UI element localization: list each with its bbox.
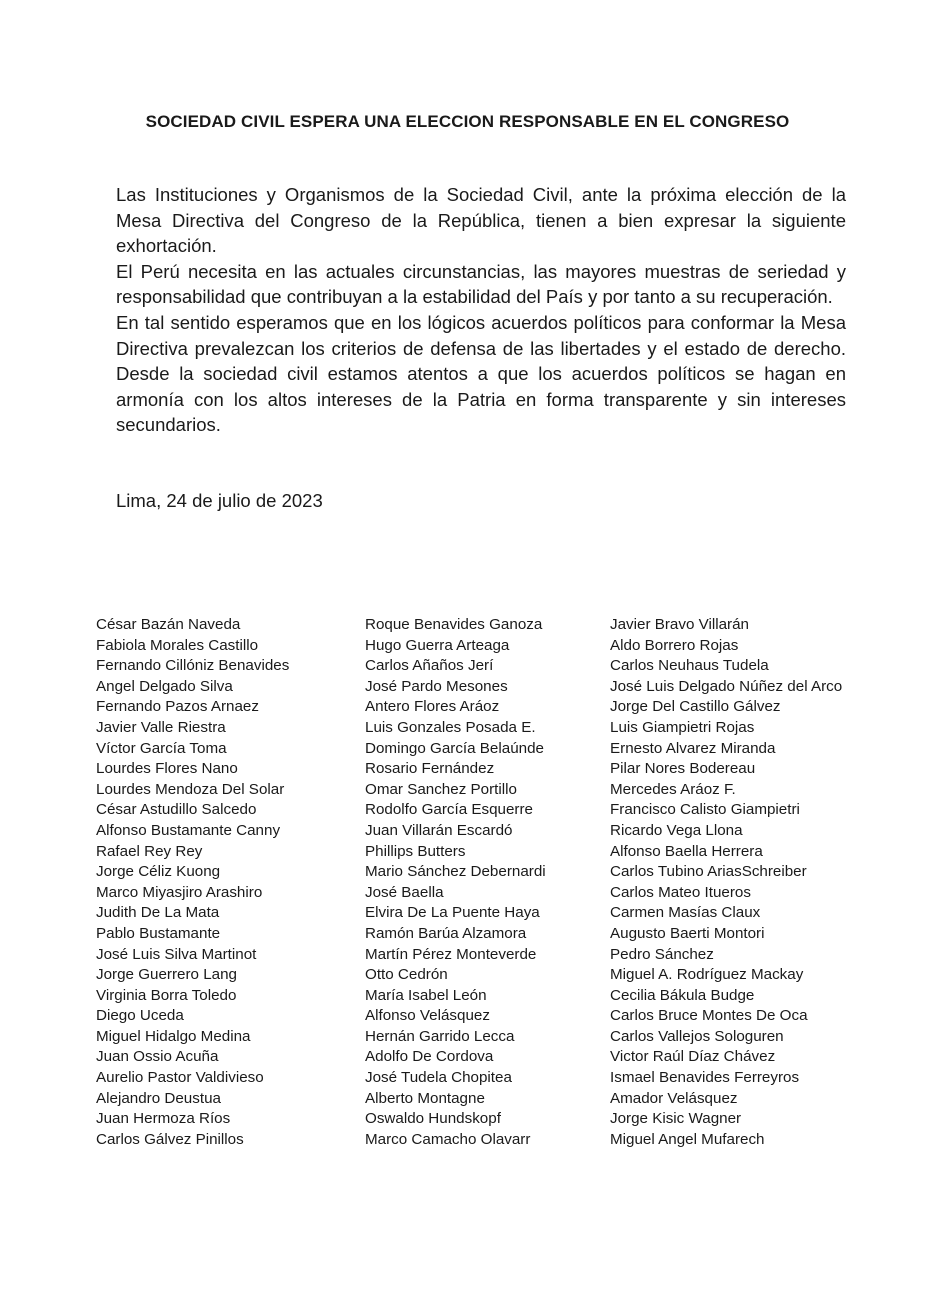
signatories-list <box>0 615 935 1155</box>
signatory-name: Phillips Butters <box>365 842 466 860</box>
signatory-name: Oswaldo Hundskopf <box>365 1110 501 1128</box>
signatory-name: César Bazán Naveda <box>96 616 241 633</box>
signatory-name: Alejandro Deustua <box>96 1089 221 1107</box>
signatory-name: Ricardo Vega Llona <box>610 821 743 839</box>
signatory-name: Carlos Bruce Montes De Oca <box>610 1007 808 1025</box>
signatory-name: Carlos Añaños Jerí <box>365 657 494 675</box>
signatory-name: Juan Hermoza Ríos <box>96 1110 231 1128</box>
signatory-name: Carlos Neuhaus Tudela <box>610 657 769 675</box>
signatory-name: Marco Camacho Olavarr <box>365 1130 531 1148</box>
signatory-name: José Baella <box>365 883 444 901</box>
signatory-name: Aurelio Pastor Valdivieso <box>96 1069 264 1087</box>
signatory-name: Omar Sanchez Portillo <box>365 780 517 798</box>
place-date: Lima, 24 de julio de 2023 <box>116 490 323 511</box>
signatory-name: Aldo Borrero Rojas <box>610 636 739 654</box>
signatory-name: María Isabel León <box>365 986 487 1004</box>
document-body <box>116 182 846 438</box>
signatory-name: Mercedes Aráoz F. <box>610 780 736 798</box>
signatory-name: Marco Miyasjiro Arashiro <box>96 883 263 901</box>
signatory-name: Pedro Sánchez <box>610 945 714 963</box>
signatory-name: José Luis Silva Martinot <box>96 945 257 963</box>
signatory-name: Judith De La Mata <box>96 904 220 922</box>
signatory-name: Martín Pérez Monteverde <box>365 945 537 963</box>
signatory-name: Roque Benavides Ganoza <box>365 616 543 633</box>
signatory-name: Mario Sánchez Debernardi <box>365 863 546 881</box>
signatory-name: Ramón Barúa Alzamora <box>365 924 527 942</box>
signatory-name: Angel Delgado Silva <box>96 677 233 695</box>
signatory-name: Ernesto Alvarez Miranda <box>610 739 776 757</box>
signatory-name: Jorge Kisic Wagner <box>610 1110 742 1128</box>
signatory-name: Cecilia Bákula Budge <box>610 986 755 1004</box>
signatory-name: Victor Raúl Díaz Chávez <box>610 1048 776 1066</box>
signatory-name: Carlos Mateo Itueros <box>610 883 751 901</box>
signatory-name: José Luis Delgado Núñez del Arco <box>610 677 843 695</box>
signatory-name: Carlos Gálvez Pinillos <box>96 1130 244 1148</box>
signatory-name: Fernando Cillóniz Benavides <box>96 657 290 675</box>
signatory-name: Alfonso Velásquez <box>365 1007 490 1025</box>
signatory-name: Miguel A. Rodríguez Mackay <box>610 966 804 984</box>
signatory-name: Hernán Garrido Lecca <box>365 1027 515 1045</box>
signatory-name: Javier Bravo Villarán <box>610 616 750 633</box>
signatory-name: Adolfo De Cordova <box>365 1048 494 1066</box>
signatory-name: Luis Gonzales Posada E. <box>365 718 536 736</box>
signatories-column-1 <box>96 615 289 1150</box>
signatory-name: Carmen Masías Claux <box>610 904 761 922</box>
signatory-name: Luis Giampietri Rojas <box>610 718 755 736</box>
signatory-name: Fernando Pazos Arnaez <box>96 698 259 716</box>
signatory-name: Carlos Vallejos Sologuren <box>610 1027 784 1045</box>
signatory-name: Ismael Benavides Ferreyros <box>610 1069 800 1087</box>
signatory-name: Antero Flores Aráoz <box>365 698 500 716</box>
signatory-name: Amador Velásquez <box>610 1089 738 1107</box>
signatory-name: Javier Valle Riestra <box>96 718 226 736</box>
signatory-name: Virginia Borra Toledo <box>96 986 237 1004</box>
signatory-name: Pilar Nores Bodereau <box>610 760 756 778</box>
signatory-name: Jorge Céliz Kuong <box>96 863 221 881</box>
signatory-name: Juan Ossio Acuña <box>96 1048 219 1066</box>
signatories-column-3 <box>610 615 842 1150</box>
signatory-name: Elvira De La Puente Haya <box>365 904 540 922</box>
signatory-name: Miguel Angel Mufarech <box>610 1130 765 1148</box>
signatory-name: Francisco Calisto Giampietri <box>610 801 800 819</box>
signatory-name: César Astudillo Salcedo <box>96 801 257 819</box>
body-paragraph: Las Instituciones y Organismos de la Sociedad Civil, ante la próxima elección de la Mesa Directiva del Congreso de la República, tienen a bien expresar la siguiente exhortación. <box>116 184 846 257</box>
signatory-name: Alberto Montagne <box>365 1089 485 1107</box>
signatory-name: Jorge Del Castillo Gálvez <box>610 698 781 716</box>
signatory-name: Alfonso Bustamante Canny <box>96 821 281 839</box>
signatory-name: Víctor García Toma <box>96 739 227 757</box>
signatory-name: Rodolfo García Esquerre <box>365 801 533 819</box>
signatories-column-2 <box>365 615 546 1150</box>
signatory-name: Lourdes Flores Nano <box>96 760 238 778</box>
signatory-name: Diego Uceda <box>96 1007 184 1025</box>
signatory-name: Lourdes Mendoza Del Solar <box>96 780 285 798</box>
signatory-name: Rosario Fernández <box>365 760 495 778</box>
signatory-name: Augusto Baerti Montori <box>610 924 765 942</box>
signatory-name: Alfonso Baella Herrera <box>610 842 763 860</box>
body-paragraph: En tal sentido esperamos que en los lógicos acuerdos políticos para conformar la Mesa Directiva prevalezcan los criterios de defensa de las libertades y el estado de derecho. Desde la sociedad civil estamos atentos a que los acuerdos políticos se hagan en armonía con los altos intereses de la Patria en forma transparente y sin intereses secundarios. <box>116 311 846 436</box>
signatory-name: Otto Cedrón <box>365 966 448 984</box>
body-paragraph: El Perú necesita en las actuales circunstancias, las mayores muestras de seriedad y responsabilidad que contribuyan a la estabilidad del País y por tanto a su recuperación. <box>116 260 846 308</box>
signatory-name: Juan Villarán Escardó <box>365 821 513 839</box>
signatory-name: Hugo Guerra Arteaga <box>365 636 510 654</box>
signatory-name: José Pardo Mesones <box>365 677 508 695</box>
signatory-name: Miguel Hidalgo Medina <box>96 1027 251 1045</box>
signatory-name: Carlos Tubino AriasSchreiber <box>610 863 807 881</box>
signatory-name: Fabiola Morales Castillo <box>96 636 259 654</box>
signatory-name: Rafael Rey Rey <box>96 842 203 860</box>
document-title: SOCIEDAD CIVIL ESPERA UNA ELECCION RESPONSABLE EN EL CONGRESO <box>145 112 790 131</box>
signatory-name: José Tudela Chopitea <box>365 1069 512 1087</box>
signatory-name: Pablo Bustamante <box>96 924 221 942</box>
signatory-name: Jorge Guerrero Lang <box>96 966 237 984</box>
signatory-name: Domingo García Belaúnde <box>365 739 544 757</box>
